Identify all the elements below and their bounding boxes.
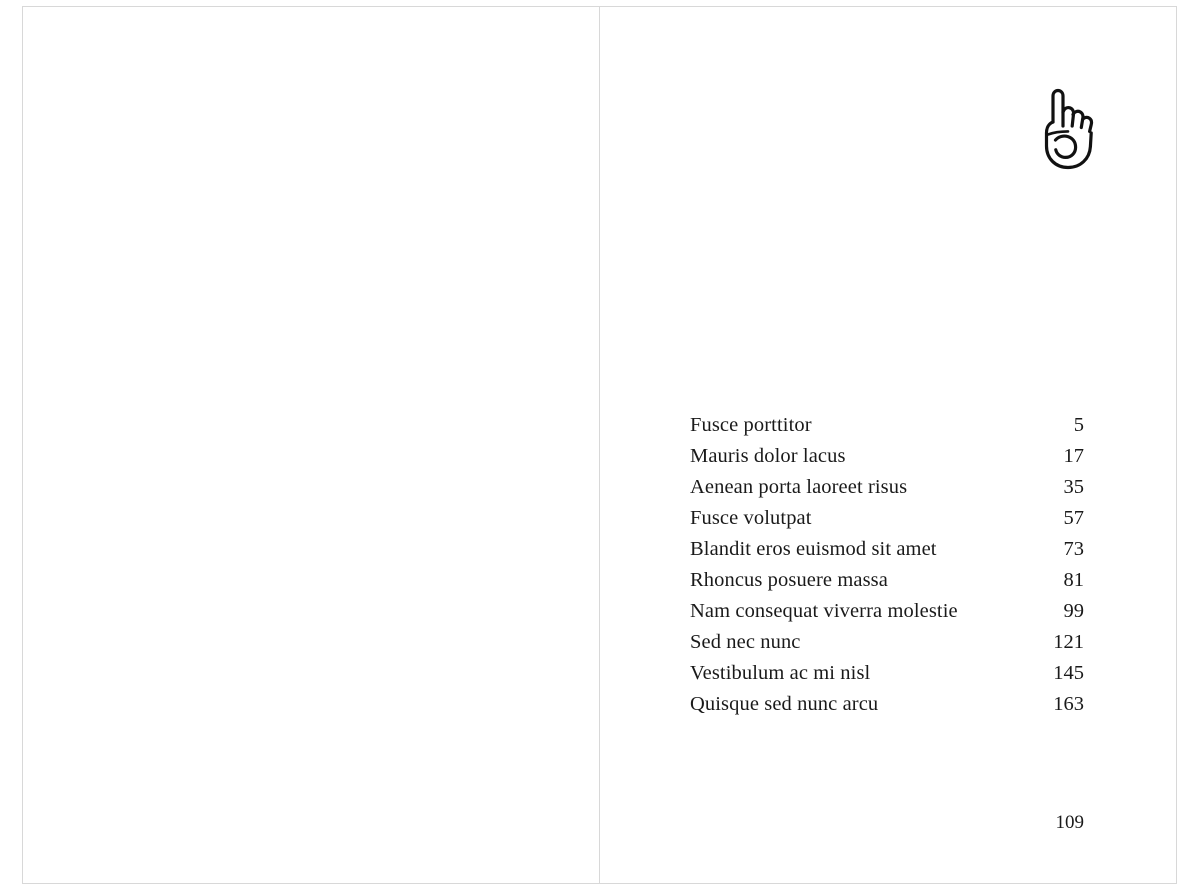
toc-entry-page: 163 xyxy=(1053,693,1084,715)
toc-entry-page: 57 xyxy=(1063,507,1084,529)
toc-entry-title: Blandit eros euismod sit amet xyxy=(690,538,937,560)
toc-entry-page: 35 xyxy=(1063,476,1084,498)
toc-entry-page: 17 xyxy=(1063,445,1084,467)
toc-entry-page: 5 xyxy=(1073,414,1084,436)
toc-entry-page: 121 xyxy=(1053,631,1084,653)
toc-entry-title: Mauris dolor lacus xyxy=(690,445,846,467)
toc-entry-page: 145 xyxy=(1053,662,1084,684)
toc-entry-page: 99 xyxy=(1063,600,1084,622)
toc-entry-page: 81 xyxy=(1063,569,1084,591)
toc-entry-title: Fusce volutpat xyxy=(690,507,812,529)
toc-entry[interactable] xyxy=(690,596,1084,627)
toc-entry-title: Nam consequat viverra molestie xyxy=(690,600,958,622)
toc-entry[interactable] xyxy=(690,627,1084,658)
toc-entry[interactable] xyxy=(690,565,1084,596)
toc-entry-title: Fusce porttitor xyxy=(690,414,812,436)
page-left xyxy=(22,6,599,884)
toc-entry[interactable] xyxy=(690,441,1084,472)
toc-entry[interactable] xyxy=(690,534,1084,565)
toc-entry-page: 73 xyxy=(1063,538,1084,560)
toc-entry-title: Rhoncus posuere massa xyxy=(690,569,888,591)
folio-page-number: 109 xyxy=(1055,812,1084,833)
toc-entry[interactable] xyxy=(690,658,1084,689)
toc-entry-title: Aenean porta laoreet risus xyxy=(690,476,908,498)
toc-entry-title: Sed nec nunc xyxy=(690,631,801,653)
toc-entry-title: Vestibulum ac mi nisl xyxy=(690,662,871,684)
toc-entry-title: Quisque sed nunc arcu xyxy=(690,693,879,715)
pointing-hand-icon xyxy=(1040,88,1098,170)
toc-entry[interactable] xyxy=(690,472,1084,503)
toc-entry[interactable] xyxy=(690,410,1084,441)
toc-entry[interactable] xyxy=(690,503,1084,534)
table-of-contents xyxy=(690,410,1084,720)
toc-entry[interactable] xyxy=(690,689,1084,720)
